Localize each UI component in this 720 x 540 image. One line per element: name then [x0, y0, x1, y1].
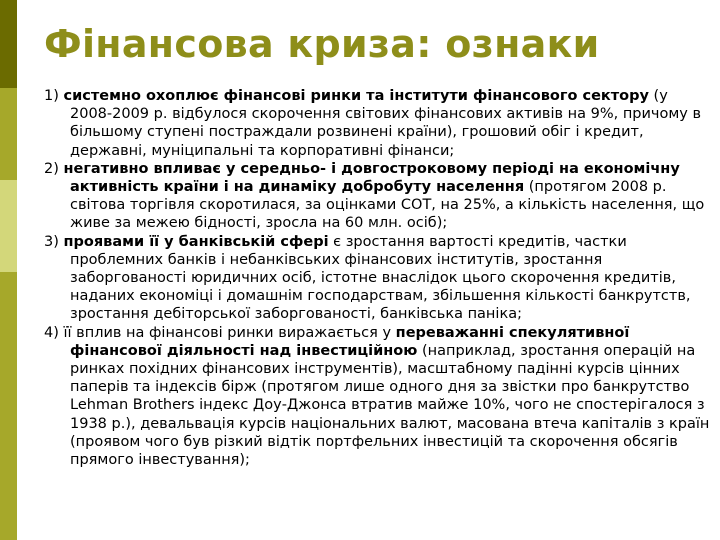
- side-bar-bottom: [0, 272, 17, 540]
- item-number: 1): [44, 88, 64, 104]
- list-item-4: [44, 324, 710, 470]
- item-number: 2): [44, 160, 64, 177]
- side-bar-top: [0, 0, 17, 88]
- item-emphasis: системно охоплює фінансові ринки та інститути фінансового сектору: [63, 88, 649, 104]
- item-text: є зростання вартості кредитів, частки проблемних банків і небанківських фінансових інститутів, зростання заборгованості юридичних осіб, істотне внаслідок цього скорочення кредитів, наданих економіці і домашнім господарствам, збільшення кількості банкрутств, зростання дебіторської заборгованості, банківська паніка;: [70, 233, 691, 323]
- slide-content: [44, 87, 710, 469]
- slide-title: Фінансова криза: ознаки: [44, 22, 600, 66]
- item-number: 4): [44, 324, 64, 341]
- item-emphasis: проявами її у банківській сфері: [63, 233, 329, 250]
- item-text-pre: її вплив на фінансові ринки виражається у: [63, 324, 396, 341]
- item-text: (у 2008-2009 р. відбулося скорочення світових фінансових активів на 9%, причому в більшому ступені постраждали розвинені країни), грошовий обіг і кредит, державні, муніципальні та корпоративні фінанси;: [70, 88, 702, 159]
- item-text: (протягом 2008 р. світова торгівля скоротилася, за оцінками СОТ, на 25%, а кількість населення, що живе за межею бідності, зросла на 60 млн. осіб);: [70, 179, 705, 232]
- item-emphasis: негативно впливає у середньо- і довгостроковому періоді на економічну активність країни і на динаміку добробуту населення: [63, 160, 680, 196]
- list-item-2: [44, 160, 710, 233]
- item-text: (наприклад, зростання операцій на ринках похідних фінансових інструментів), масштабному падінні курсів цінних паперів та індексів бірж (протягом лише одного дня за звістки про банкрутство Lehman Brothers індекс Доу-Джонса втратив майже 10%, чого не спостерігалося з 1938 р.), девальвація курсів національних валют, масована втеча капіталів з країн (проявом чого був різкий відтік портфельних інвестицій та скорочення обсягів прямого інвестування);: [70, 342, 710, 469]
- item-number: 3): [44, 233, 64, 250]
- list-item-1: [44, 87, 710, 160]
- item-emphasis: переважанні спекулятивної фінансової діяльності над інвестиційною: [70, 324, 630, 359]
- list-item-3: [44, 233, 710, 324]
- side-bar-mid: [0, 88, 17, 180]
- side-bar-light: [0, 180, 17, 272]
